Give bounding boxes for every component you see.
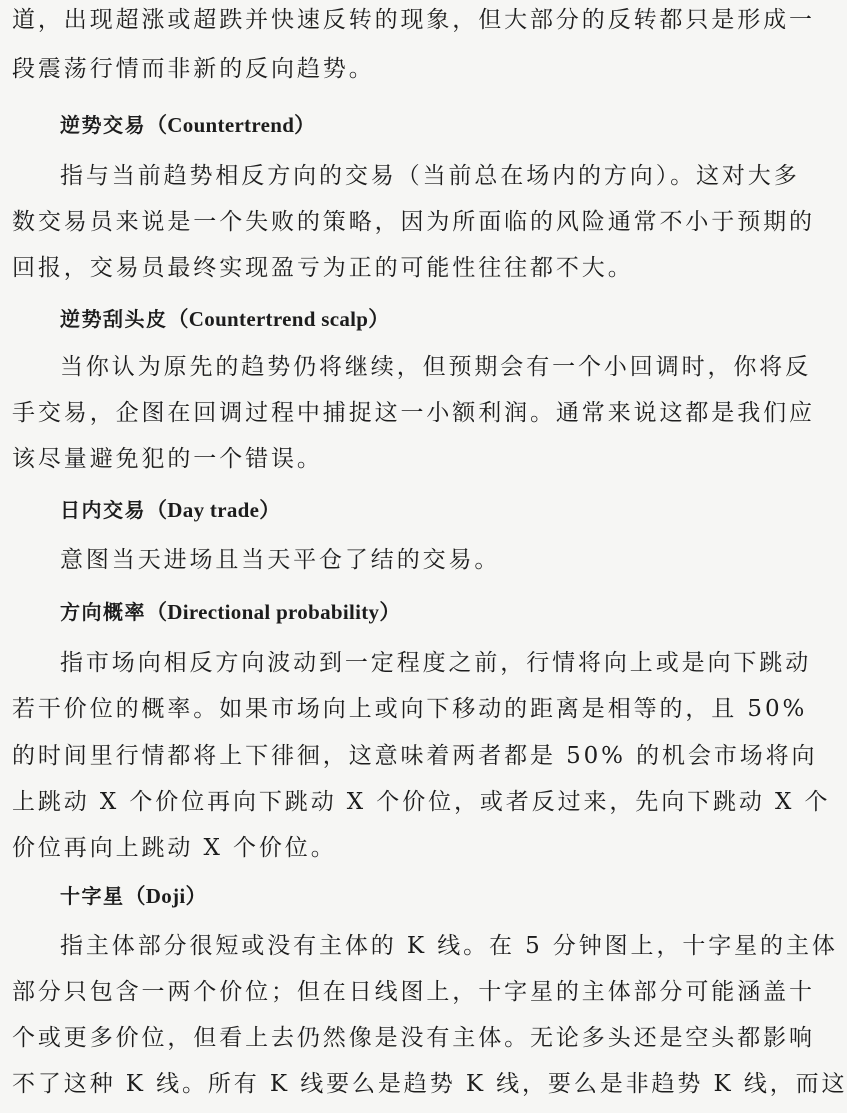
term-heading-countertrend bbox=[60, 110, 315, 140]
term-line: 当你认为原先的趋势仍将继续，但预期会有一个小回调时，你将反 bbox=[60, 354, 812, 380]
term-en: （Day trade） bbox=[146, 498, 281, 522]
term-line: 指与当前趋势相反方向的交易（当前总在场内的方向）。这对大多 bbox=[60, 163, 800, 189]
term-en: （Directional probability） bbox=[146, 600, 401, 624]
term-cn: 十字星 bbox=[60, 884, 125, 908]
term-cn: 日内交易 bbox=[60, 498, 146, 522]
term-line: 上跳动 X 个价位再向下跳动 X 个价位，或者反过来，先向下跳动 X 个 bbox=[12, 789, 831, 815]
term-en: （Countertrend scalp） bbox=[167, 307, 390, 331]
term-line: 回报，交易员最终实现盈亏为正的可能性往往都不大。 bbox=[12, 255, 634, 281]
term-en: （Doji） bbox=[124, 884, 207, 908]
term-heading-day-trade bbox=[60, 495, 281, 525]
term-heading-doji bbox=[60, 881, 207, 911]
term-heading-directional-probability bbox=[60, 597, 401, 627]
term-line: 部分只包含一两个价位；但在日线图上，十字星的主体部分可能涵盖十 bbox=[12, 979, 815, 1005]
term-line: 若干价位的概率。如果市场向上或向下移动的距离是相等的，且 50% bbox=[12, 696, 808, 722]
term-cn: 逆势刮头皮 bbox=[60, 307, 168, 331]
term-en: （Countertrend） bbox=[146, 113, 316, 137]
term-line: 个或更多价位，但看上去仍然像是没有主体。无论多头还是空头都影响 bbox=[12, 1025, 815, 1051]
term-line: 该尽量避免犯的一个错误。 bbox=[12, 446, 323, 472]
term-line: 数交易员来说是一个失败的策略，因为所面临的风险通常不小于预期的 bbox=[12, 209, 815, 235]
term-line: 指市场向相反方向波动到一定程度之前，行情将向上或是向下跳动 bbox=[60, 650, 812, 676]
term-line: 的时间里行情都将上下徘徊，这意味着两者都是 50% 的机会市场将向 bbox=[12, 743, 818, 769]
term-line: 意图当天进场且当天平仓了结的交易。 bbox=[60, 547, 501, 573]
term-cn: 方向概率 bbox=[60, 600, 146, 624]
term-heading-countertrend-scalp bbox=[60, 304, 390, 334]
intro-line-2: 段震荡行情而非新的反向趋势。 bbox=[12, 56, 375, 82]
term-line: 手交易，企图在回调过程中捕捉这一小额利润。通常来说这都是我们应 bbox=[12, 400, 815, 426]
intro-line-1: 道，出现超涨或超跌并快速反转的现象，但大部分的反转都只是形成一 bbox=[12, 7, 815, 33]
term-line: 价位再向上跳动 X 个价位。 bbox=[12, 835, 337, 861]
term-line: 指主体部分很短或没有主体的 K 线。在 5 分钟图上，十字星的主体 bbox=[60, 933, 838, 959]
term-cn: 逆势交易 bbox=[60, 113, 146, 137]
term-line: 不了这种 K 线。所有 K 线要么是趋势 K 线，要么是非趋势 K 线，而这 bbox=[12, 1071, 847, 1097]
